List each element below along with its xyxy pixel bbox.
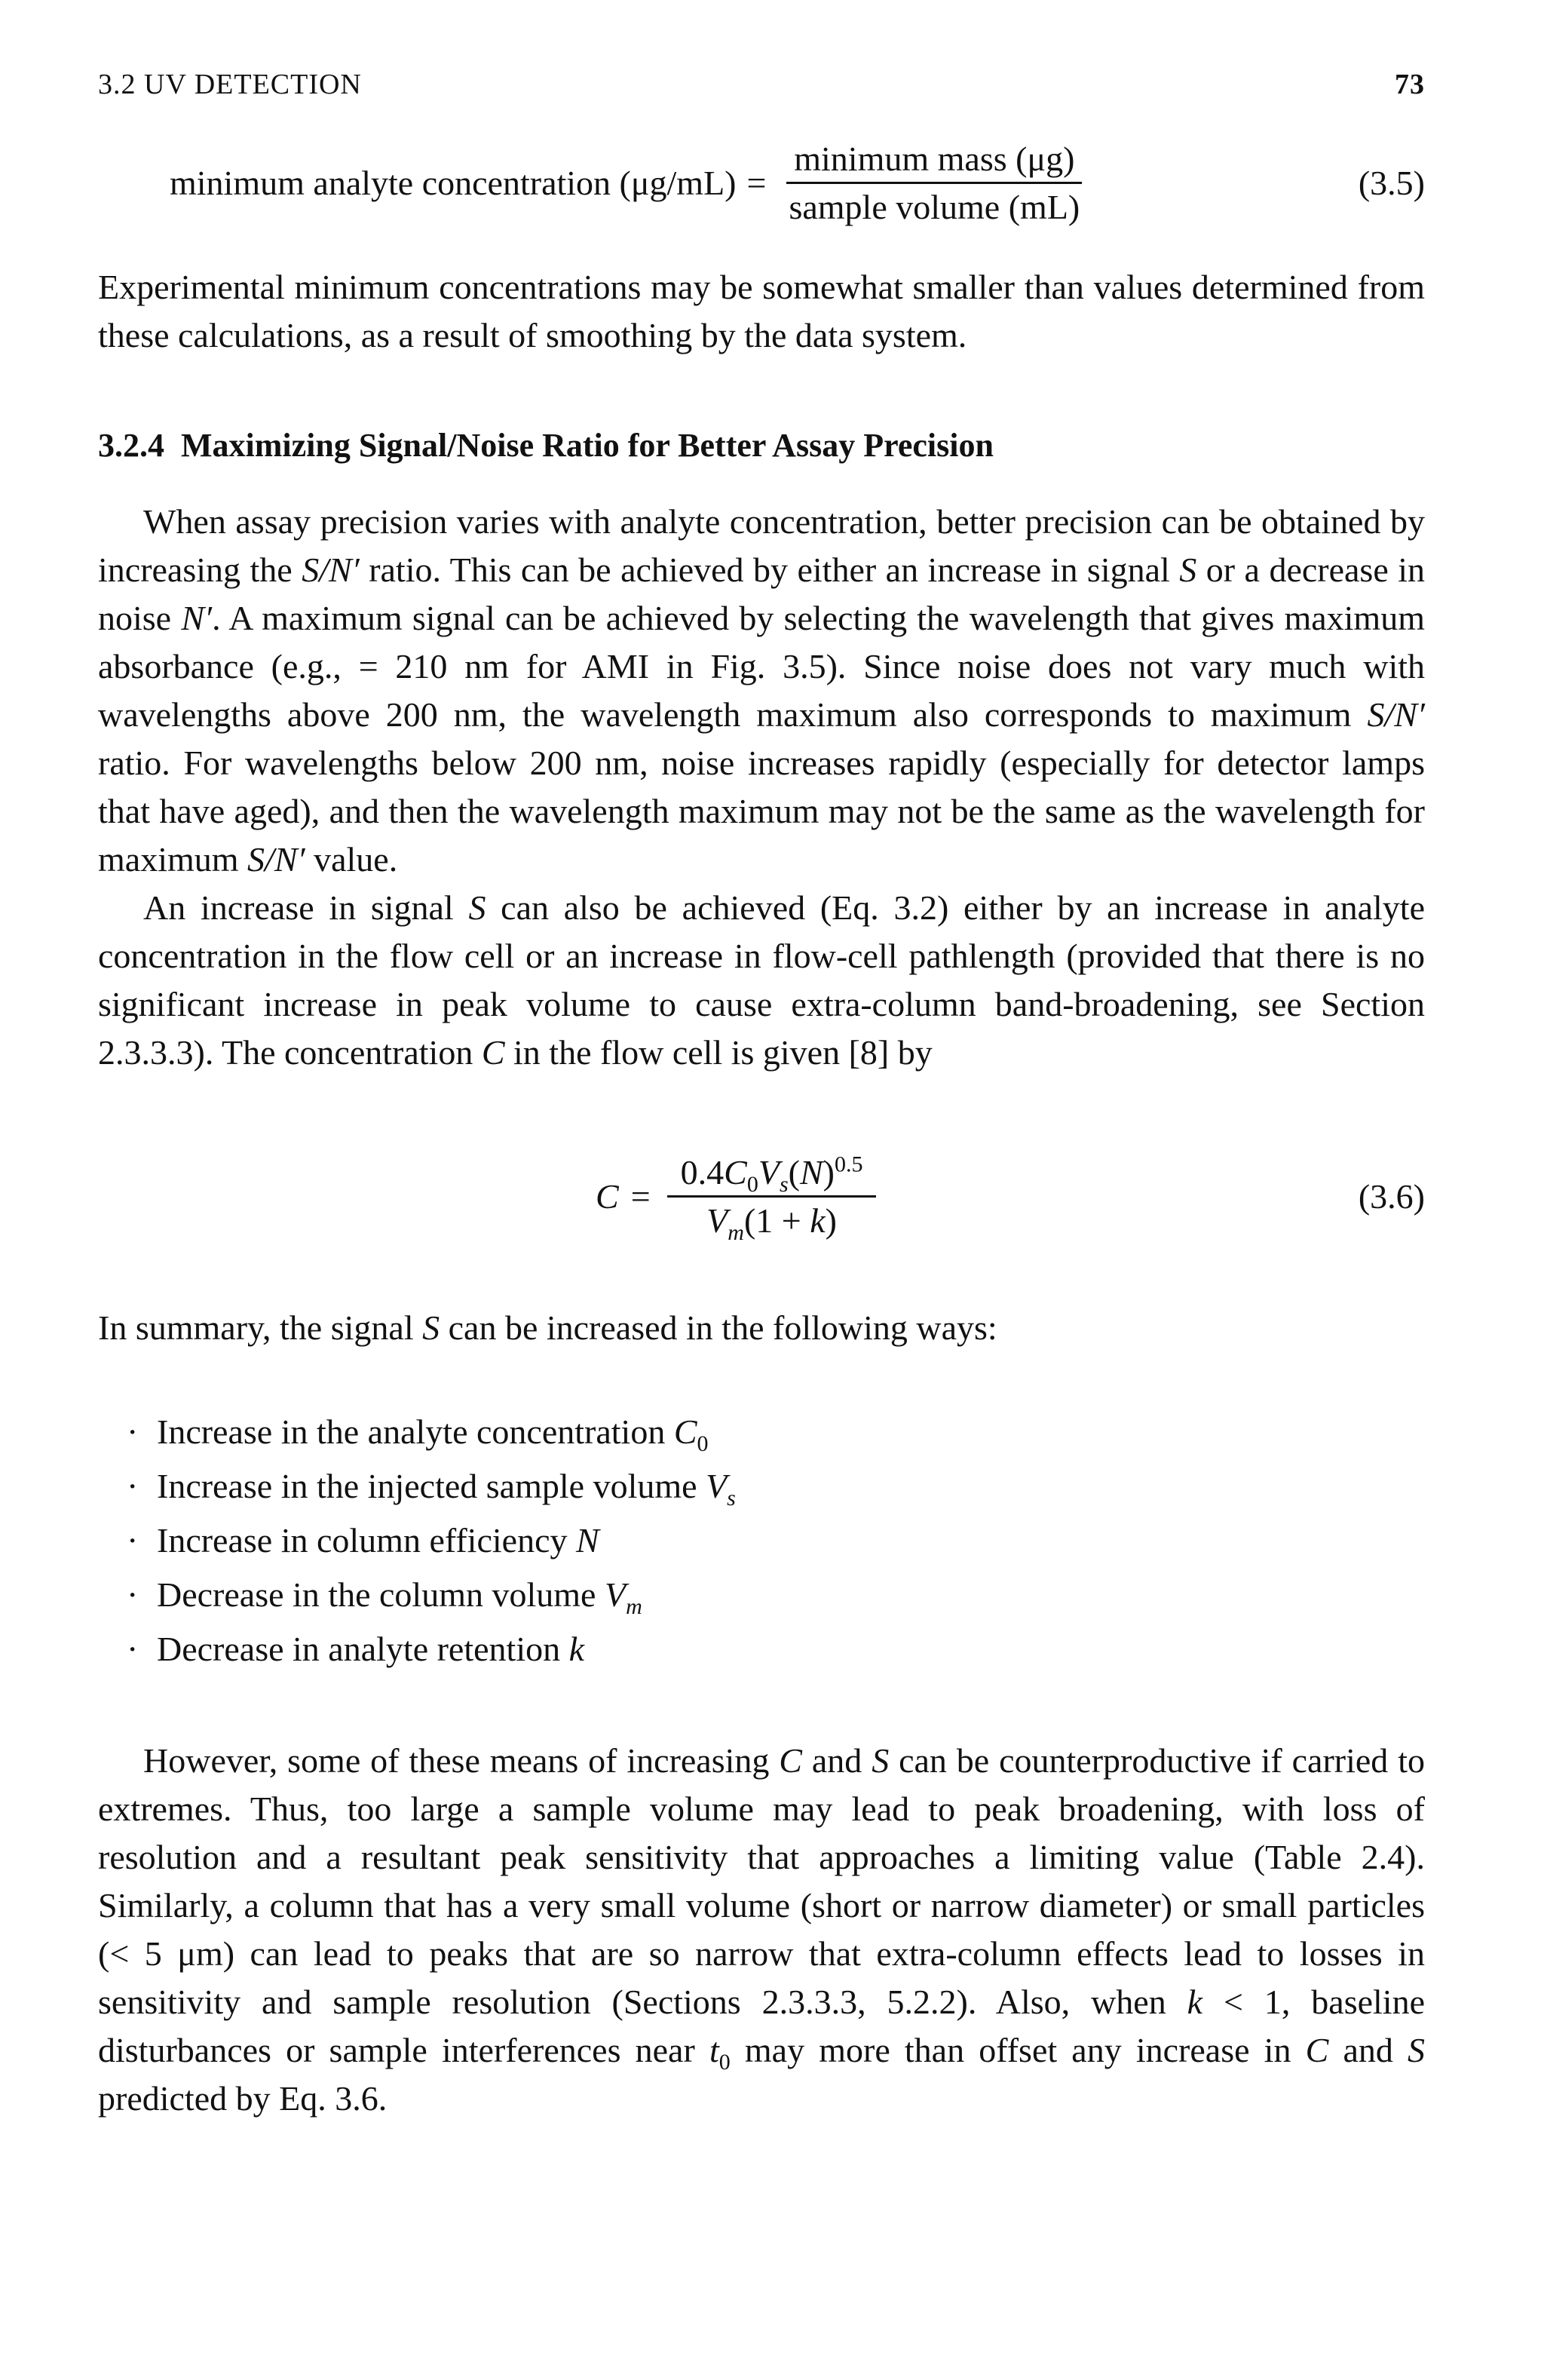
list-item: · Increase in the analyte concentration $C_0$ — [127, 1405, 1425, 1459]
list-item: · Increase in column efficiency N — [127, 1514, 1425, 1568]
section-heading-3-2-4 — [98, 426, 1425, 465]
equation-3-6 — [98, 1152, 1425, 1246]
signal-increase-list — [98, 1405, 1425, 1676]
equation-3-6-numerator: $0.4C_0V_s(N)^{0.5}$ — [667, 1152, 877, 1198]
equation-3-5-denominator: sample volume (mL) — [789, 188, 1080, 226]
equation-3-6-fraction — [667, 1152, 877, 1246]
equation-3-6-number: (3.6) — [1358, 1177, 1425, 1216]
equation-3-5-numerator: minimum mass (μg) — [786, 139, 1082, 184]
paragraph-assay-precision: When assay precision varies with analyte concentration, better precision can be obtained by increasing the S/N′ ratio. This can be achieved by either an increase in signal S or a decrease in noise N′. A maximum signal can be achieved by selecting the wavelength that gives maximum absorbance (e.g., = 210 nm for AMI in Fig. 3.5). Since noise does not vary much with wavelengths above 200 nm, the wavelength maximum also corresponds to maximum S/N′ ratio. For wavelengths below 200 nm, noise increases rapidly (especially for detector lamps that have aged), and then the wavelength maximum may not be the same as the wavelength for maximum S/N′ value. — [98, 502, 1426, 879]
equation-3-5-number: (3.5) — [1358, 164, 1425, 202]
equation-3-6-denominator: $V_m(1 + k)$ — [706, 1201, 837, 1246]
bullet-dot: · — [127, 1575, 139, 1614]
list-item: · Decrease in the column volume $V_m$ — [127, 1568, 1425, 1622]
equation-3-5-lhs: minimum analyte concentration (μg/mL) — [170, 164, 737, 202]
equation-3-5 — [98, 139, 1425, 227]
equation-3-5-equals: = — [746, 164, 767, 202]
section-title: Maximizing Signal/Noise Ratio for Better Assay Precision — [181, 427, 994, 464]
paragraph-signal-increase: An increase in signal S can also be achieved (Eq. 3.2) either by an increase in analyte concentration in the flow cell or an increase in flow-cell pathlength (provided that there is no significant increase in peak volume to cause extra-column band-broadening, see Section 2.3.3.3). The concentration C in the flow cell is given [8] by — [98, 888, 1425, 1072]
running-header — [98, 68, 1425, 101]
paragraph-counterproductive: However, some of these means of increasing C and S can be counterproductive if carried to extremes. Thus, too large a sample volume may lead to peak broadening, with loss of resolution and a resultant peak sensitivity that approaches a limiting value (Table 2.4). Similarly, a column that has a very small volume (short or narrow diameter) or small particles (< 5 μm) can lead to peaks that are so narrow that extra-column effects lead to losses in sensitivity and sample resolution (Sections 2.3.3.3, 5.2.2). Also, when k < 1, baseline disturbances or sample interferences near $t_0$ may more than offset any increase in C and S predicted by Eq. 3.6. — [98, 1741, 1426, 2118]
bullet-dot: · — [127, 1467, 139, 1505]
list-item: · Decrease in analyte retention k — [127, 1622, 1425, 1676]
page-number: 73 — [1395, 69, 1425, 100]
book-page — [98, 68, 1425, 2123]
bullet-dot: · — [127, 1630, 139, 1668]
paragraph-minimum-concentrations: Experimental minimum concentrations may be somewhat smaller than values determined from these calculations, as a result of smoothing by the data system. — [98, 268, 1425, 354]
equation-3-6-equals: = — [630, 1177, 651, 1216]
list-item: · Increase in the injected sample volume $V_s$ — [127, 1459, 1425, 1514]
equation-3-6-lhs: C — [596, 1177, 619, 1216]
bullet-dot: · — [127, 1412, 139, 1451]
paragraph-summary: In summary, the signal S can be increased in the following ways: — [98, 1308, 997, 1347]
equation-3-5-fraction — [781, 139, 1087, 227]
section-number: 3.2.4 — [98, 427, 164, 464]
bullet-dot: · — [127, 1521, 139, 1560]
running-header-section: 3.2 UV DETECTION — [98, 69, 362, 100]
